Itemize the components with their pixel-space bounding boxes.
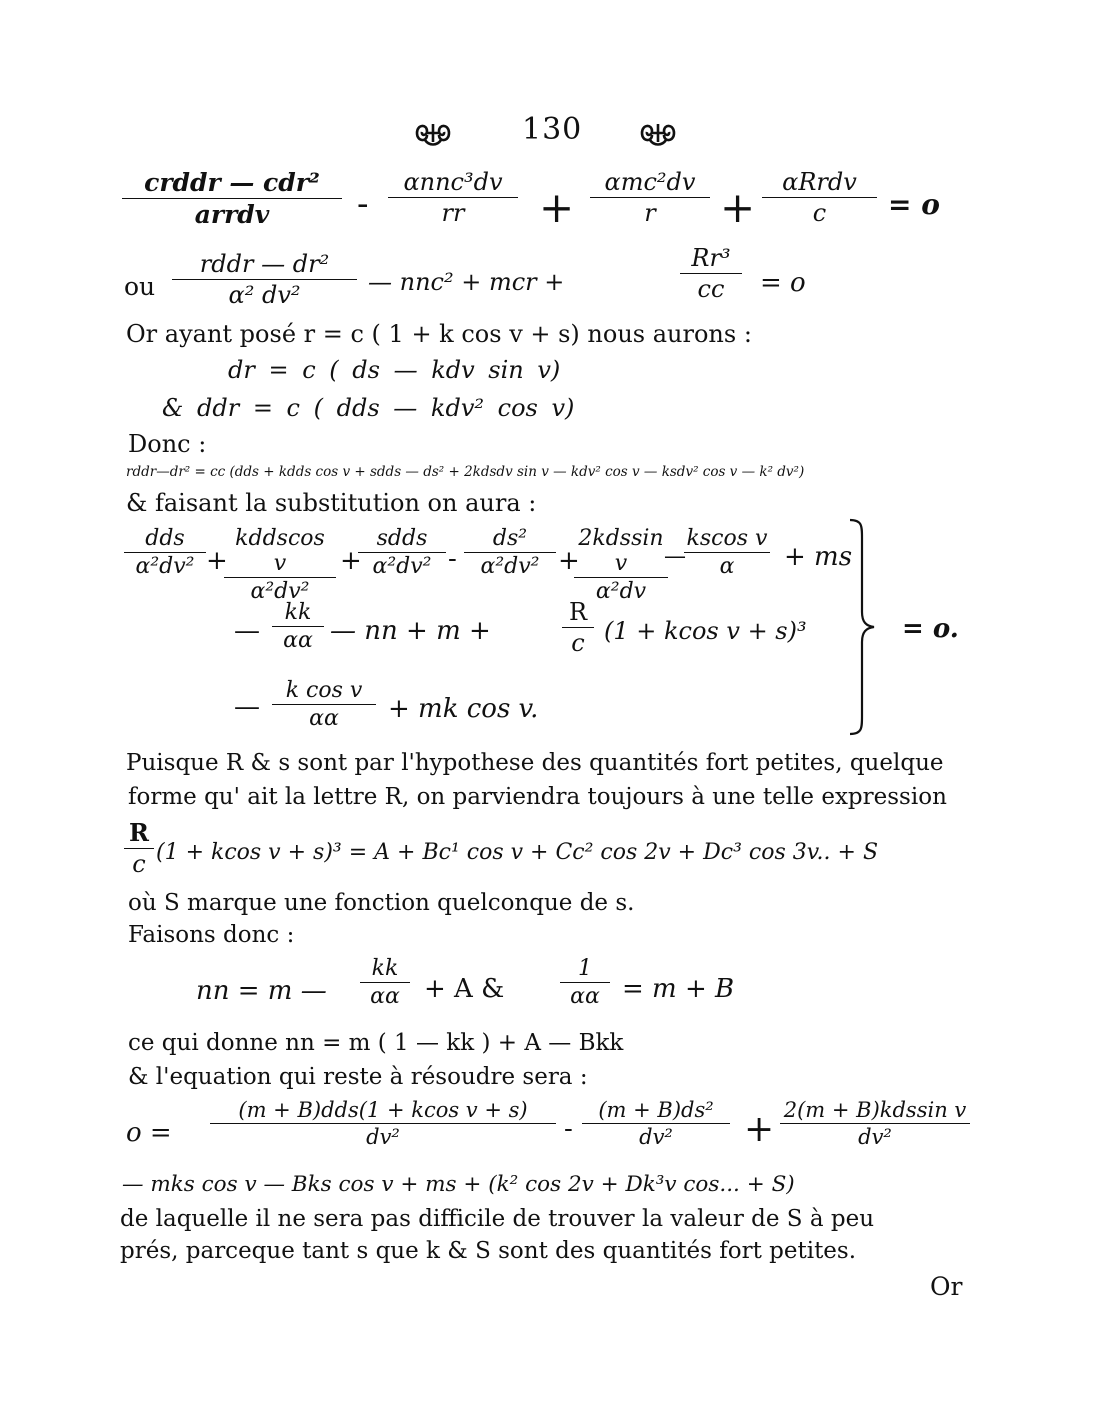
big-eq-frac-5-den: α²dv (595, 579, 647, 604)
eq-last-frac-3-num: 2(m + B)kdssin v (783, 1098, 967, 1122)
text-line-1: Or ayant posé r = c ( 1 + k cos v + s) nous aurons : (126, 320, 752, 348)
big-eq-frac-6-den: α (719, 554, 735, 579)
page-number: 130 (522, 112, 583, 147)
big-eq-frac-1-num: dds (145, 526, 185, 551)
fraction-bar (762, 197, 877, 198)
fraction-bar (560, 982, 610, 983)
para4-line-1: de laquelle il ne sera pas difficile de trouver la valeur de S à peu (120, 1206, 875, 1232)
eq-last-frac-2-den: dv² (639, 1125, 673, 1149)
eq1-f3-denominator: r (644, 199, 656, 227)
fraction-bar (272, 626, 324, 627)
eq1-f2-denominator: rr (441, 199, 465, 227)
eq-nn-frac-2-den: αα (570, 984, 600, 1009)
big-eq-frac-1-den: α²dv² (135, 554, 195, 579)
fraction-bar (684, 552, 770, 553)
big-eq-frac-2-den: α²dv² (250, 579, 310, 604)
eq2-fraction-1 (172, 250, 357, 309)
para2-line-1: où S marque une fonction quelconque de s. (128, 890, 635, 916)
eq-last-line-2: — mks cos v — Bks cos v + ms + (k² cos 2v + Dk³v cos... + S) (122, 1172, 795, 1197)
eq1-op-1: - (357, 184, 369, 224)
big-eq-row3-lead: — (234, 692, 260, 722)
eq-nn-tail: = m + B (622, 974, 735, 1004)
fraction-bar (360, 982, 410, 983)
big-eq-frac-6 (684, 526, 770, 579)
eq2-fraction-2 (680, 244, 742, 303)
eq-last-frac-2 (582, 1098, 730, 1149)
big-eq-op-1: + (206, 546, 228, 576)
eq2-f2-denominator: cc (697, 275, 725, 303)
header-ornament-right (638, 120, 678, 146)
eq1-fraction-2 (388, 168, 518, 227)
big-eq-row2-frac-2-den: c (571, 629, 585, 657)
para2-line-2: Faisons donc : (128, 922, 295, 948)
big-eq-frac-2 (224, 526, 336, 604)
expr-frac-num: R (129, 818, 149, 847)
big-eq-rhs: = o. (902, 614, 959, 644)
eq-last-op-1: - (564, 1114, 573, 1144)
fraction-bar (210, 1123, 556, 1124)
fraction-bar (464, 552, 556, 553)
big-eq-frac-6-num: kscos v (686, 526, 768, 551)
fraction-bar (224, 577, 336, 578)
big-eq-frac-5-num: 2kdssin v (578, 526, 664, 576)
eq-last-lhs: o = (126, 1118, 172, 1148)
eq-last-op-2: + (744, 1109, 775, 1150)
fraction-bar (172, 279, 357, 280)
eq1-f4-numerator: αRrdv (782, 168, 857, 196)
big-eq-row2-frac-2-num: R (568, 598, 588, 626)
big-eq-row2-lead: — (234, 616, 260, 646)
eq1-op-2: + (539, 183, 575, 232)
big-eq-row2-middle: — nn + m + (330, 616, 491, 646)
eq1-fraction-3 (590, 168, 710, 227)
fraction-bar (562, 627, 594, 628)
eq-nn-frac-2 (560, 956, 610, 1009)
big-eq-row3-frac-num: k cos v (285, 678, 363, 703)
big-eq-row2-frac-2 (562, 598, 594, 657)
fraction-bar (124, 552, 206, 553)
fraction-bar (122, 198, 342, 199)
eq-last-frac-1-num: (m + B)dds(1 + kcos v + s) (238, 1098, 528, 1122)
big-eq-frac-3-num: sdds (376, 526, 428, 551)
eq-last-frac-1 (210, 1098, 556, 1149)
text-line-2: dr = c ( ds — kdv sin v) (228, 356, 561, 384)
eq2-middle: — nnc² + mcr + (368, 268, 565, 296)
eq-nn-frac-2-num: 1 (578, 956, 592, 981)
fraction-bar (680, 273, 742, 274)
fraction-bar (388, 197, 518, 198)
eq2-rhs: = o (760, 268, 806, 298)
para4-line-2: prés, parceque tant s que k & S sont des quantités fort petites. (120, 1238, 857, 1264)
big-eq-frac-4-num: ds² (492, 526, 528, 551)
big-eq-op-3: - (448, 544, 457, 574)
eq1-f4-denominator: c (812, 199, 827, 227)
eq-nn-frac-1 (360, 956, 410, 1009)
right-brace (846, 518, 880, 736)
eq1-op-3: + (720, 183, 756, 232)
eq-last-frac-1-den: dv² (366, 1125, 400, 1149)
big-eq-frac-4 (464, 526, 556, 579)
fraction-bar (574, 577, 668, 578)
text-line-4: Donc : (128, 430, 207, 458)
expr-frac-den: c (132, 850, 146, 878)
eq2-f1-numerator: rddr — dr² (199, 250, 330, 278)
big-eq-frac-4-den: α²dv² (480, 554, 540, 579)
eq1-f3-numerator: αmc²dv (604, 168, 696, 196)
eq1-fraction-1 (122, 168, 342, 229)
big-eq-frac-5 (574, 526, 668, 604)
para1-line-1: Puisque R & s sont par l'hypothese des quantités fort petites, quelque (126, 750, 944, 776)
big-eq-op-4: + (558, 546, 580, 576)
big-eq-frac-3-den: α²dv² (372, 554, 432, 579)
big-eq-frac-3 (358, 526, 446, 579)
eq-nn-lhs: nn = m — (196, 976, 327, 1006)
big-eq-row3-frac-den: αα (309, 706, 339, 731)
eq2-f2-numerator: Rr³ (691, 244, 731, 272)
para3-line-2: & l'equation qui reste à résoudre sera : (128, 1064, 588, 1090)
eq1-rhs: = o (888, 188, 940, 221)
eq1-fraction-4 (762, 168, 877, 227)
big-eq-row2-frac-1-num: kk (284, 600, 312, 625)
eq1-f1-denominator: arrdv (194, 200, 270, 229)
big-eq-frac-2-num: kddscos v (235, 526, 325, 576)
big-eq-frac-1 (124, 526, 206, 579)
eq-nn-middle: + A & (424, 974, 505, 1004)
header-ornament-left (413, 120, 453, 146)
catchword: Or (930, 1272, 963, 1301)
fraction-bar (780, 1123, 970, 1124)
eq2-lead: ou (124, 272, 156, 301)
text-line-3: & ddr = c ( dds — kdv² cos v) (162, 394, 575, 422)
eq1-f1-numerator: crddr — cdr² (144, 168, 320, 197)
big-eq-row2-frac-1 (272, 600, 324, 653)
big-eq-row3-tail: + mk cos v. (388, 694, 539, 724)
eq-last-frac-3-den: dv² (858, 1125, 892, 1149)
eq-nn-frac-1-den: αα (370, 984, 400, 1009)
text-line-5: rddr—dr² = cc (dds + kdds cos v + sdds — ds² + 2kdsdv sin v — kdv² cos v — ksdv² cos v — k² dv²) (126, 464, 805, 480)
big-eq-row2-tail: (1 + kcos v + s)³ (604, 617, 807, 645)
big-eq-op-5: — (664, 544, 686, 569)
fraction-bar (582, 1123, 730, 1124)
eq2-f1-denominator: α² dv² (228, 281, 301, 309)
eq-last-frac-2-num: (m + B)ds² (598, 1098, 714, 1122)
big-eq-op-2: + (340, 546, 362, 576)
eq-last-frac-3 (780, 1098, 970, 1149)
fraction-bar (358, 552, 446, 553)
para1-line-2: forme qu' ait la lettre R, on parviendra toujours à une telle expression (128, 784, 947, 810)
eq1-f2-numerator: αnnc³dv (403, 168, 503, 196)
expr-tail: (1 + kcos v + s)³ = A + Bc¹ cos v + Cc² cos 2v + Dc³ cos 3v.. + S (156, 840, 879, 865)
big-eq-row1-tail: + ms (784, 542, 853, 572)
fraction-bar (272, 704, 376, 705)
para3-line-1: ce qui donne nn = m ( 1 — kk ) + A — Bkk (128, 1030, 624, 1056)
fraction-bar (590, 197, 710, 198)
big-eq-row3-frac (272, 678, 376, 731)
expr-fraction (124, 818, 154, 878)
big-eq-row2-frac-1-den: αα (283, 628, 313, 653)
eq-nn-frac-1-num: kk (371, 956, 399, 981)
text-line-6: & faisant la substitution on aura : (126, 489, 537, 517)
fraction-bar (124, 848, 154, 849)
